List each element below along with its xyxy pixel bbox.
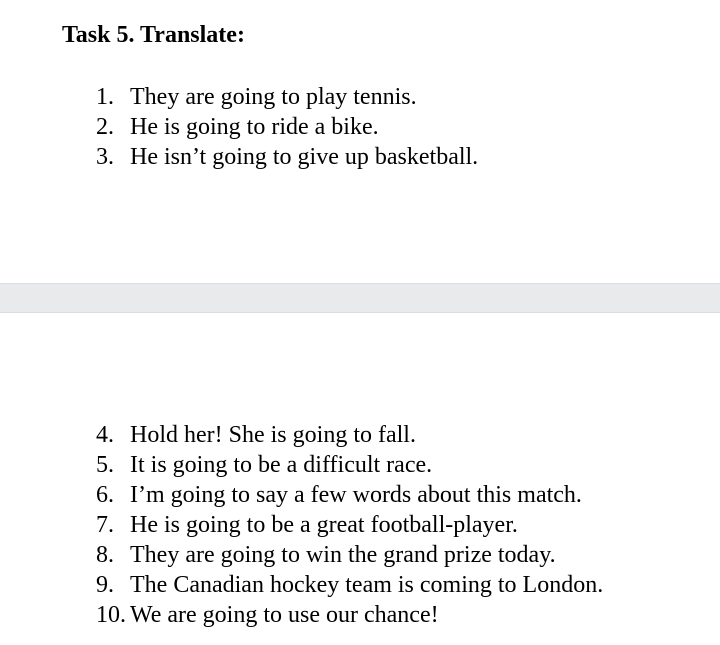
- item-text: He is going to ride a bike.: [130, 114, 379, 140]
- list-item: [96, 420, 603, 450]
- list-item: [96, 540, 603, 570]
- item-text: We are going to use our chance!: [130, 602, 439, 628]
- document-page-2: [0, 313, 720, 645]
- item-number: 7.: [96, 512, 114, 538]
- page-separator: [0, 283, 720, 313]
- item-number: 6.: [96, 482, 114, 508]
- list-item: [96, 510, 603, 540]
- sentence-list-page-2: [96, 420, 603, 630]
- item-number: 5.: [96, 452, 114, 478]
- task-title: Task 5. Translate:: [62, 22, 245, 48]
- item-number: 10.: [96, 602, 126, 628]
- item-number: 2.: [96, 114, 114, 140]
- item-text: The Canadian hockey team is coming to London.: [130, 572, 604, 598]
- item-text: He isn’t going to give up basketball.: [130, 144, 479, 170]
- item-number: 4.: [96, 422, 114, 448]
- item-text: They are going to play tennis.: [130, 84, 417, 110]
- item-number: 3.: [96, 144, 114, 170]
- list-item: [96, 450, 603, 480]
- list-item: [96, 570, 603, 600]
- item-number: 1.: [96, 84, 114, 110]
- item-text: They are going to win the grand prize today.: [130, 542, 556, 568]
- item-text: Hold her! She is going to fall.: [130, 422, 416, 448]
- item-text: He is going to be a great football-player.: [130, 512, 518, 538]
- document-page-1: [0, 0, 720, 283]
- list-item: [96, 142, 478, 172]
- list-item: [96, 82, 478, 112]
- item-number: 8.: [96, 542, 114, 568]
- item-text: I’m going to say a few words about this match.: [130, 482, 582, 508]
- list-item: [96, 112, 478, 142]
- item-number: 9.: [96, 572, 114, 598]
- sentence-list-page-1: [96, 82, 478, 172]
- item-text: It is going to be a difficult race.: [130, 452, 433, 478]
- list-item: [96, 600, 603, 630]
- list-item: [96, 480, 603, 510]
